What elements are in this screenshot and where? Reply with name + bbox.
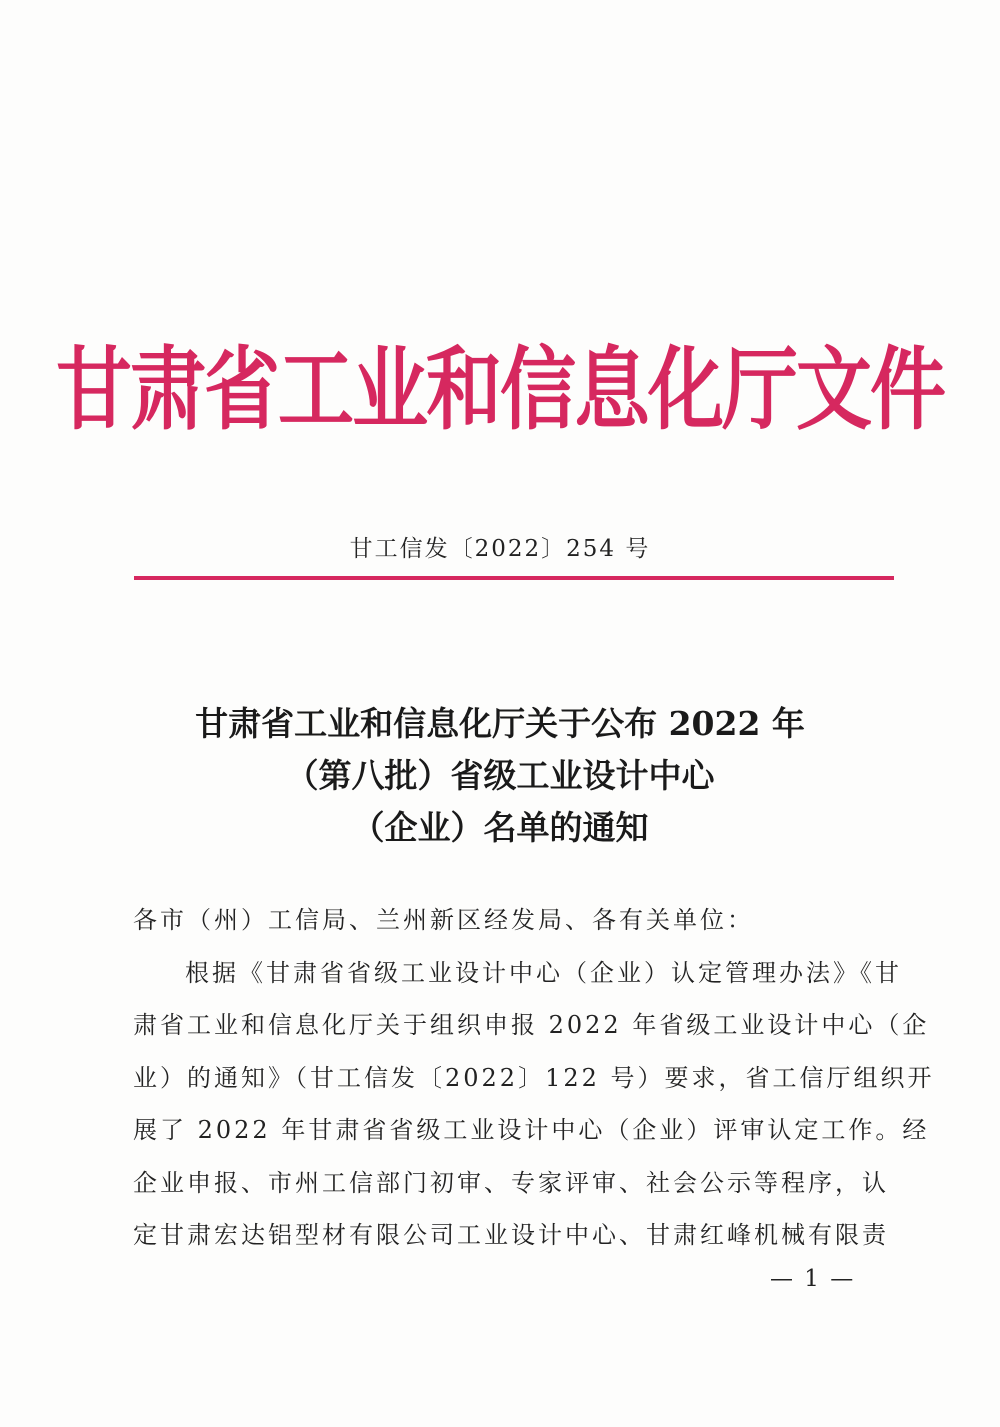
title-line-1: 甘肃省工业和信息化厅关于公布 2022 年 [195,704,805,743]
title-line-3: （企业）名单的通知 [351,808,649,847]
title-line-2: （第八批）省级工业设计中心 [285,756,715,795]
body-line: 业）的通知》（甘工信发〔2022〕122 号）要求，省工信厅组织开 [133,1063,935,1092]
body-line: 肃省工业和信息化厅关于组织申报 2022 年省级工业设计中心（企 [133,1011,930,1039]
page-number: — 1 — [770,1266,856,1292]
notice-title [0,698,1000,854]
body-line: 展了 2022 年甘肃省省级工业设计中心（企业）评审认定工作。经 [133,1116,930,1144]
salutation: 各市（州）工信局、兰州新区经发局、各有关单位： [133,906,754,934]
red-divider-line [134,576,894,580]
body-line: 企业申报、市州工信部门初审、专家评审、社会公示等程序，认 [133,1168,889,1197]
body-line: 定甘肃宏达铝型材有限公司工业设计中心、甘肃红峰机械有限责 [133,1221,889,1249]
document-number: 甘工信发〔2022〕254 号 [349,536,651,562]
masthead-title: 甘肃省工业和信息化厅文件 [56,336,944,442]
notice-body [133,894,935,1262]
body-line: 根据《甘肃省省级工业设计中心（企业）认定管理办法》《甘 [185,958,902,987]
